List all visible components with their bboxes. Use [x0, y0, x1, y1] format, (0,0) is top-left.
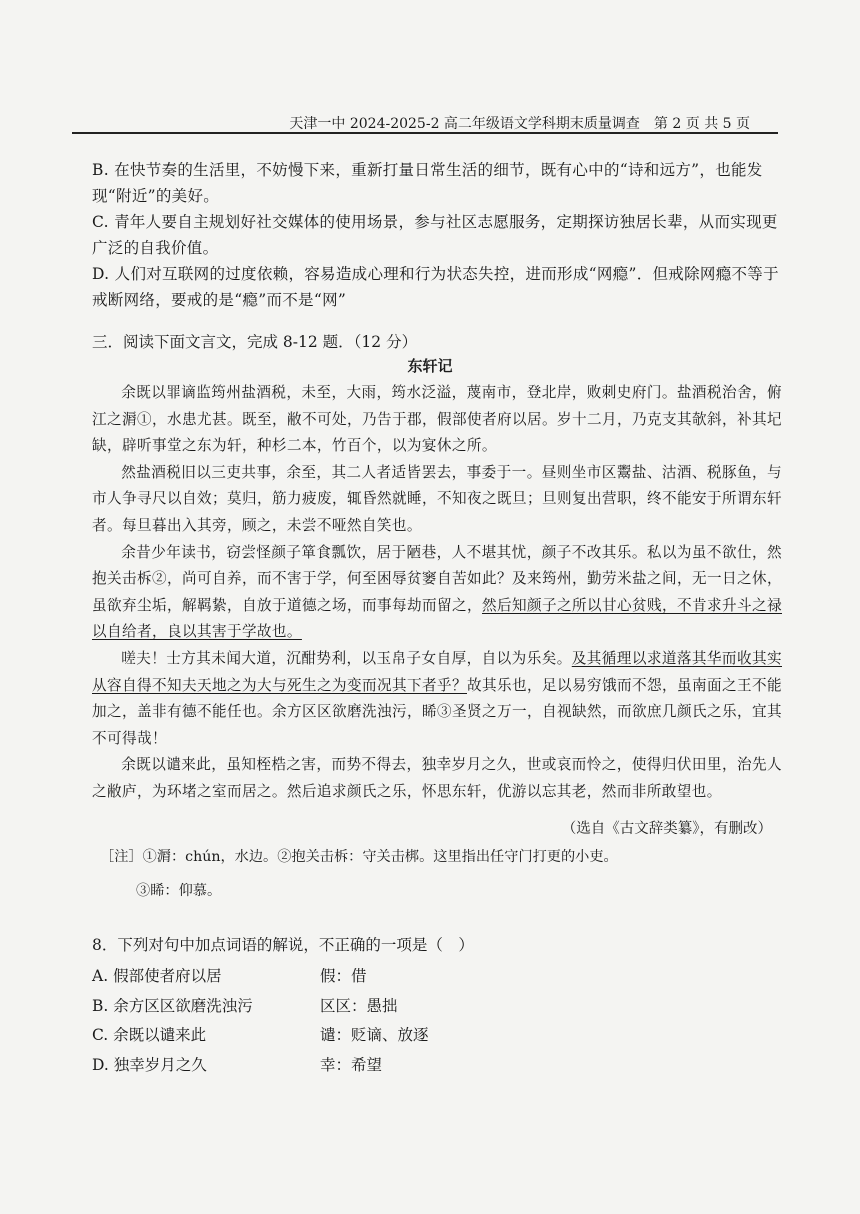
choice-explanation: 幸：希望	[320, 1056, 383, 1074]
essay-text: 嗟夫！士方其未闻大道，沉酣势利，以玉帛子女自厚，自以为乐矣。	[121, 649, 572, 667]
choice-explanation: 假：借	[320, 967, 367, 985]
option-text: 青年人要自主规划好社交媒体的使用场景，参与社区志愿服务，定期探访独居长辈，从而实现更广泛的自我价值。	[92, 213, 778, 257]
choice-letter: D.	[92, 1056, 109, 1074]
underlined-sentence-1: 然后知颜子之所以甘心贫贱，不肯求升斗之禄以自给者，良以其害于学故也。	[92, 596, 782, 641]
footnote-1: ［注］①漘：chún，水边。②抱关击柝：守关击梆。这里指出任守门打更的小吏。	[100, 849, 618, 865]
option-text: 人们对互联网的过度依赖，容易造成心理和行为状态失控，进而形成“网瘾”．但戒除网瘾不等于戒断网络，要戒的是“瘾”而不是“网”	[92, 265, 779, 309]
essay-paragraph-1: 余既以罪谪监筠州盐酒税，未至，大雨，筠水泛溢，蔑南市，登北岸，败刺史府门。盐酒税治舍，俯江之漘①，水患尤甚。既至，敝不可处，乃告于郡，假部使者府以居。岁十二月，乃克支其欹斜，补其圮缺，辟听事堂之东为轩，种杉二本，竹百个，以为宴休之所。	[92, 384, 782, 455]
footnote-2: ③睎：仰慕。	[136, 883, 222, 899]
essay-paragraph-3	[92, 540, 782, 646]
option-d	[92, 261, 782, 313]
option-text: 在快节奏的生活里，不妨慢下来，重新打量日常生活的细节，既有心中的“诗和远方”，也能发现“附近”的美好。	[92, 161, 763, 205]
essay-source: （选自《古文辞类纂》，有删改）	[561, 821, 772, 837]
header-divider	[72, 132, 778, 134]
choice-b	[92, 994, 398, 1016]
essay-title: 东轩记	[407, 357, 453, 375]
option-letter: D.	[92, 265, 110, 283]
choice-text: 余方区区欲磨洗浊污	[113, 997, 253, 1015]
essay-paragraph-5: 余既以谴来此，虽知桎梏之害，而势不得去，独幸岁月之久，世或哀而怜之，使得归伏田里，治先人之敝庐，为环堵之室而居之。然后追求颜氏之乐，怀思东轩，优游以忘其老，然而非所敢望也。	[92, 756, 782, 800]
choice-letter: A.	[92, 967, 109, 985]
choice-text: 假部使者府以居	[113, 967, 222, 985]
option-letter: B.	[92, 161, 109, 179]
choice-text: 余既以谴来此	[113, 1026, 207, 1044]
section-title: 三．阅读下面文言文，完成 8-12 题．（12 分）	[92, 333, 418, 351]
option-c	[92, 209, 782, 261]
choice-a	[92, 964, 367, 986]
choice-text: 独幸岁月之久	[113, 1056, 207, 1074]
question-8-stem: 8．下列对句中加点词语的解说，不正确的一项是（ ）	[92, 936, 474, 954]
page-header: 天津一中 2024-2025-2 高二年级语文学科期末质量调查 第 2 页 共 5 页	[289, 116, 750, 132]
essay-paragraph-4	[92, 646, 782, 752]
choice-explanation: 谴：贬谪、放逐	[320, 1026, 429, 1044]
choice-explanation: 区区：愚拙	[320, 997, 398, 1015]
choice-d	[92, 1053, 383, 1075]
option-letter: C.	[92, 213, 109, 231]
choice-c	[92, 1023, 429, 1045]
option-b	[92, 157, 782, 209]
essay-text: 余昔少年读书，窃尝怪颜子箪食瓢饮，居于陋巷，人不堪其忧，颜子不改其乐。私以为虽不欲仕，然抱关击柝②，尚可自养，而不害于学，何至困辱贫窭自苦如此？及来筠州，勤劳米盐之间，无一日之休，虽欲弃尘垢，解羁絷，自放于道德之场，而事每劫而留之，	[92, 543, 782, 614]
underlined-sentence-2: 及其循理以求道落其华而收其实从容自得不知夫天地之为大与死生之为变而况其下者乎？	[92, 649, 782, 694]
essay-body	[92, 380, 782, 806]
essay-paragraph-2: 然盐酒税旧以三吏共事，余至，其二人者适皆罢去，事委于一。昼则坐市区鬻盐、沽酒、税豚鱼，与市人争寻尺以自效；莫归，筋力疲废，辄昏然就睡，不知夜之既旦；旦则复出营职，终不能安于所谓东轩者。每旦暮出入其旁，顾之，未尝不哑然自笑也。	[92, 463, 782, 534]
choice-letter: B.	[92, 997, 109, 1015]
choice-letter: C.	[92, 1026, 109, 1044]
essay-text: 故其乐也，足以易穷饿而不怨，虽南面之王不能加之，盖非有德不能任也。余方区区欲磨洗浊污，睎③圣贤之万一，自视缺然，而欲庶几颜氏之乐，宜其不可得哉！	[92, 676, 782, 747]
